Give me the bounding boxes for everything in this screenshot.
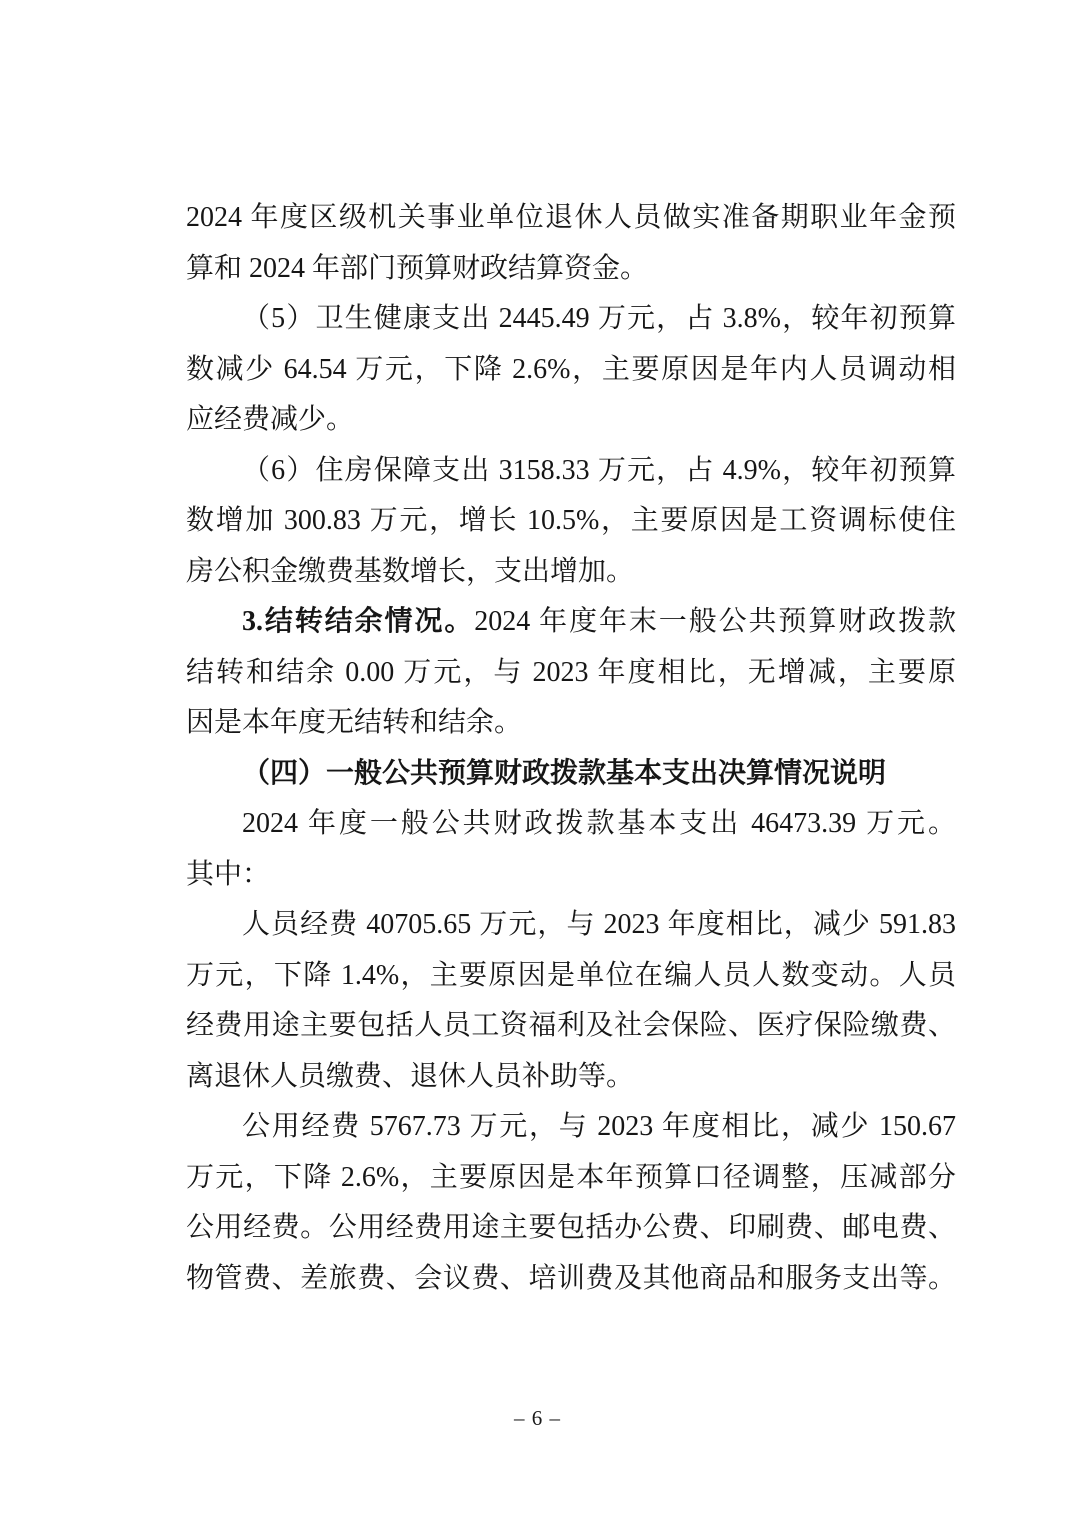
text-line [186, 193, 956, 244]
text-segment: 物管费、差旅费、会议费、培训费及其他商品和服务支出等。 [186, 1262, 956, 1294]
text-line [186, 698, 956, 749]
text-line [186, 547, 956, 598]
text-line [186, 900, 956, 951]
text-line [186, 345, 956, 396]
text-segment: 经费用途主要包括人员工资福利及社会保险、医疗保险缴费、 [186, 1010, 956, 1041]
text-segment: 万元，下降 2.6%，主要原因是本年预算口径调整，压减部分 [186, 1161, 956, 1193]
text-segment: 万元，下降 1.4%，主要原因是单位在编人员人数变动。人员 [186, 959, 956, 991]
text-segment: 数减少 64.54 万元，下降 2.6%，主要原因是年内人员调动相 [186, 353, 956, 385]
text-segment: 2024 年度年末一般公共预算财政拨款 [474, 606, 956, 637]
text-segment: （5）卫生健康支出 2445.49 万元，占 3.8%，较年初预算 [242, 303, 956, 334]
bold-text-segment: （四）一般公共预算财政拨款基本支出决算情况说明 [242, 757, 887, 789]
text-segment: 结转和结余 0.00 万元，与 2023 年度相比，无增减，主要原 [186, 656, 956, 688]
text-line [186, 1052, 956, 1103]
text-line [186, 1001, 956, 1052]
text-segment: 房公积金缴费基数增长，支出增加。 [186, 555, 635, 587]
page-number: – 6 – [514, 1406, 561, 1430]
text-line [186, 1102, 956, 1153]
text-segment: 离退休人员缴费、退休人员补助等。 [186, 1060, 635, 1092]
text-segment: 公用经费。公用经费用途主要包括办公费、印刷费、邮电费、 [186, 1212, 956, 1243]
text-segment: 其中： [186, 858, 271, 890]
text-segment: 因是本年度无结转和结余。 [186, 707, 523, 738]
text-line [186, 1153, 956, 1204]
text-segment: 2024 年度一般公共财政拨款基本支出 46473.39 万元。 [242, 808, 956, 839]
bold-text-segment: 3.结转结余情况。 [242, 606, 475, 637]
text-line [186, 951, 956, 1002]
text-block [186, 193, 956, 1304]
text-segment: 算和 2024 年部门预算财政结算资金。 [186, 252, 649, 284]
text-line [186, 395, 956, 446]
text-segment: 数增加 300.83 万元，增长 10.5%，主要原因是工资调标使住 [186, 505, 956, 536]
text-line [186, 446, 956, 497]
text-line [186, 597, 956, 648]
text-line [186, 294, 956, 345]
text-line [186, 850, 956, 901]
text-line [186, 496, 956, 547]
text-line [186, 648, 956, 699]
text-line [186, 799, 956, 850]
text-line [186, 749, 956, 800]
text-segment: 公用经费 5767.73 万元，与 2023 年度相比，减少 150.67 [242, 1111, 956, 1142]
text-line [186, 1254, 956, 1305]
text-segment: （6）住房保障支出 3158.33 万元，占 4.9%，较年初预算 [242, 454, 956, 486]
text-segment: 人员经费 40705.65 万元，与 2023 年度相比，减少 591.83 [242, 909, 956, 940]
text-line [186, 1203, 956, 1254]
text-segment: 2024 年度区级机关事业单位退休人员做实准备期职业年金预 [186, 202, 956, 233]
text-segment: 应经费减少。 [186, 404, 355, 435]
text-line [186, 244, 956, 295]
